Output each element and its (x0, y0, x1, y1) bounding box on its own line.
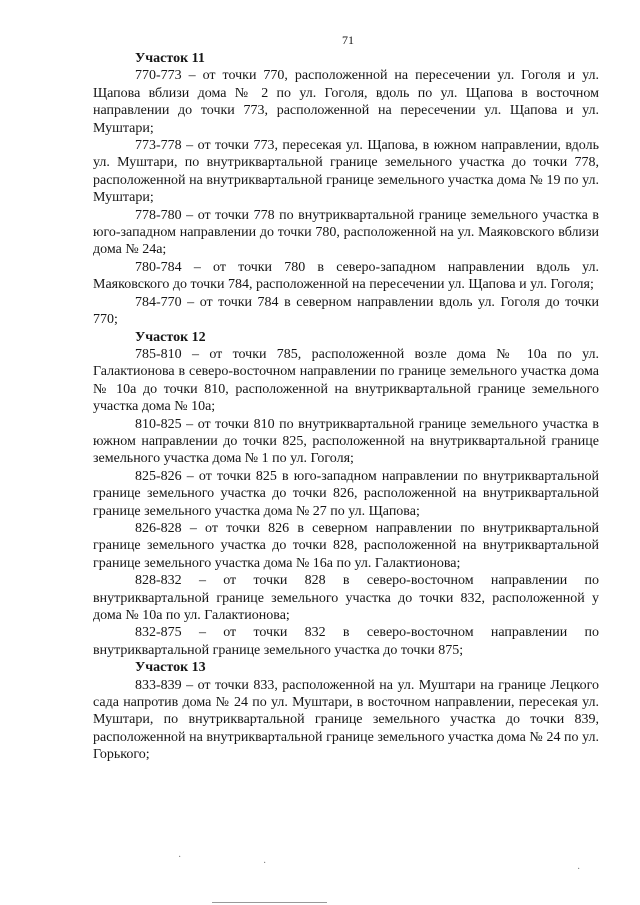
section-heading: Участок 13 (135, 660, 206, 676)
paragraph: 780-784 – от точки 780 в северо-западном направлении вдоль ул. Маяковского до точки 784, расположенной на пересечении ул. Щапова и ул. Гоголя; (93, 259, 599, 293)
paragraph: 773-778 – от точки 773, пересекая ул. Щапова, в южном направлении, вдоль ул. Муштари, по внутриквартальной границе земельного участка до точки 778, расположенной на внутриквартальной границе земельного участка дома № 19 по ул. Муштари; (93, 138, 599, 206)
paragraph: 833-839 – от точки 833, расположенной на ул. Муштари на границе Лецкого сада напротив дома № 24 по ул. Муштари, в восточном направлении, пересекая ул. Муштари, по внутриквартальной границе земельного участка до точки 839, расположенной на внутриквартальной границе земельного участка дома № 24 по ул. Горького; (93, 677, 599, 763)
paragraph: 828-832 – от точки 828 в северо-восточном направлении по внутриквартальной границе земельного участка до точки 832, расположенной у дома № 10а по ул. Галактионова; (93, 573, 599, 623)
document-body (93, 50, 599, 764)
paragraph: 778-780 – от точки 778 по внутриквартальной границе земельного участка в юго-западном направлении до точки 780, расположенной на ул. Маяковского вблизи дома № 24а; (93, 207, 599, 258)
scan-speck: · (577, 864, 581, 875)
paragraph: 825-826 – от точки 825 в юго-западном направлении по внутриквартальной границе земельного участка до точки 826, расположенной на внутриквартальной границе земельного участка дома № 27 по ул. Щапова; (93, 468, 599, 519)
page-number: 71 (342, 33, 354, 47)
scan-edge-line (212, 902, 327, 903)
section-heading: Участок 11 (135, 51, 205, 66)
paragraph: 826-828 – от точки 826 в северном направлении по внутриквартальной границе земельного участка до точки 828, расположенной на внутриквартальной границе земельного участка дома № 16а по ул. Галактионова; (93, 520, 599, 571)
scan-speck: · (178, 852, 182, 863)
paragraph: 785-810 – от точки 785, расположенной возле дома № 10а по ул. Галактионова в северо-восточном направлении по границе земельного участка дома № 10а до точки 810, расположенной на внутриквартальной границе земельного участка дома № 10а; (93, 346, 599, 415)
paragraph: 810-825 – от точки 810 по внутриквартальной границе земельного участка в южном направлении до точки 825, расположенной на внутриквартальной границе земельного участка дома № 1 по ул. Гоголя; (93, 416, 599, 467)
paragraph: 832-875 – от точки 832 в северо-восточном направлении по внутриквартальной границе земельного участка до точки 875; (93, 625, 599, 658)
section-heading: Участок 12 (135, 329, 206, 345)
paragraph: 784-770 – от точки 784 в северном направлении вдоль ул. Гоголя до точки 770; (93, 294, 599, 328)
scan-speck: · (263, 858, 267, 869)
paragraph: 770-773 – от точки 770, расположенной на пересечении ул. Гоголя и ул. Щапова вблизи дома № 2 по ул. Гоголя, вдоль по ул. Щапова в восточном направлении до точки 773, расположенной на пересечении ул. Щапова и ул. Муштари; (93, 68, 599, 136)
